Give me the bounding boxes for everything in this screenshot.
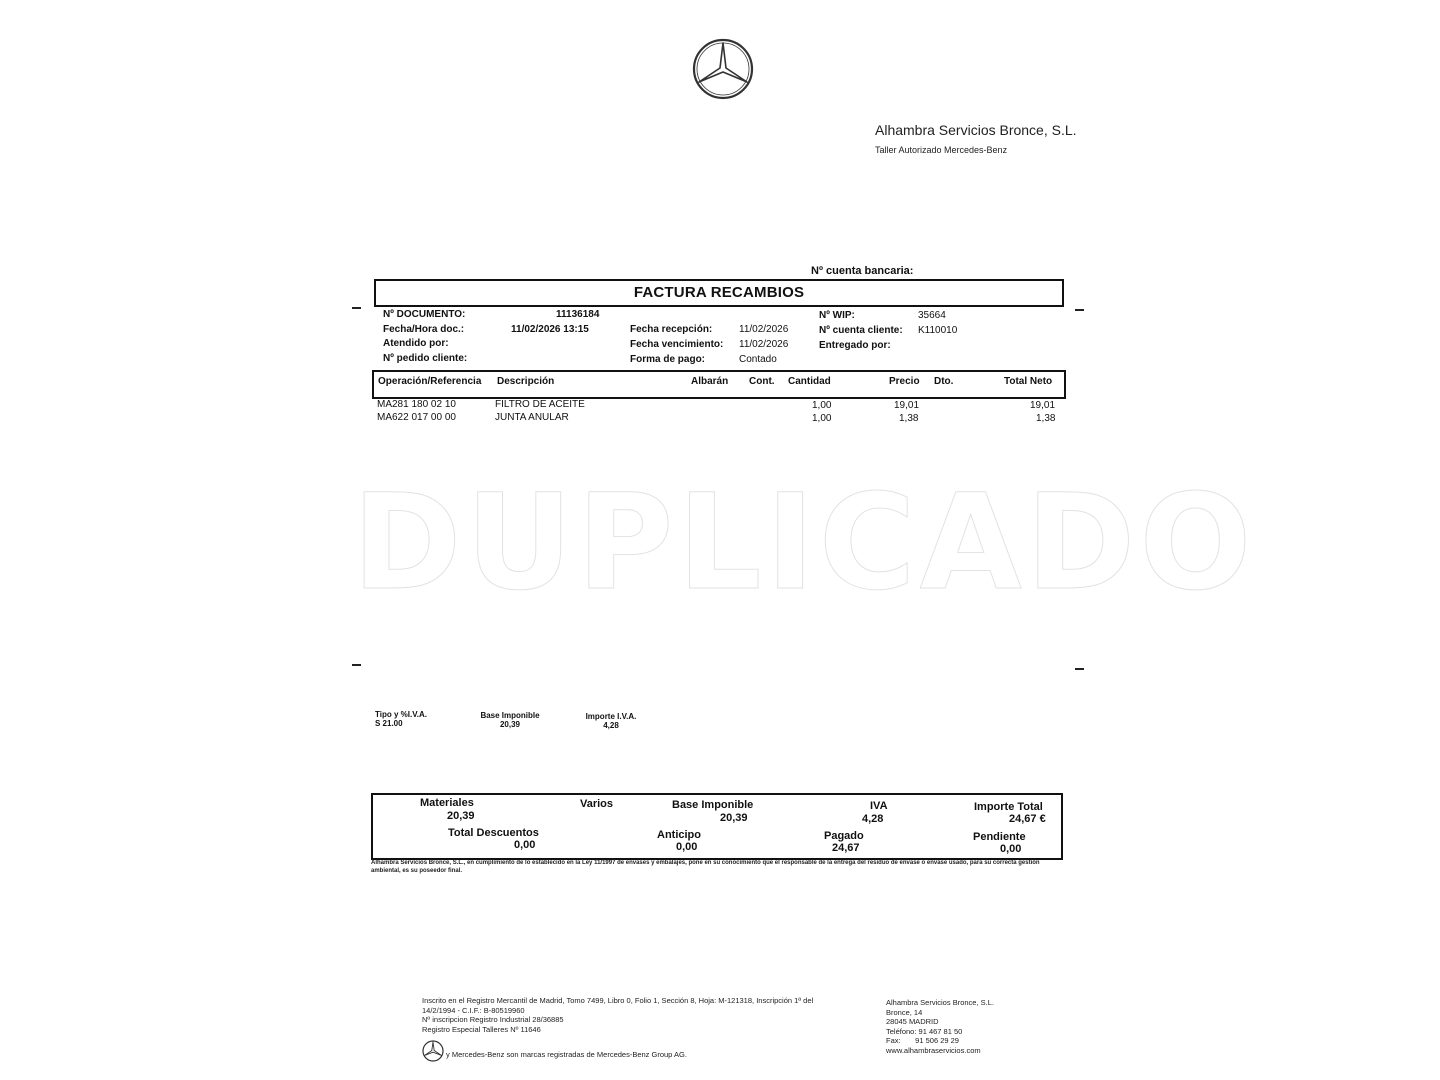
due-label: Fecha vencimiento: bbox=[630, 339, 724, 350]
materials-value: 20,39 bbox=[447, 810, 475, 822]
paid-value: 24,67 bbox=[832, 842, 860, 854]
doc-number-label: Nº DOCUMENTO: bbox=[383, 309, 466, 320]
advance-label: Anticipo bbox=[657, 829, 701, 841]
tax-amount-value: 4,28 bbox=[603, 721, 619, 730]
col-albaran: Albarán bbox=[691, 376, 729, 387]
base-value: 20,39 bbox=[720, 812, 748, 824]
row1-price: 19,01 bbox=[894, 400, 920, 411]
iva-value: 4,28 bbox=[862, 813, 884, 825]
row1-total: 19,01 bbox=[1030, 400, 1056, 411]
duplicate-watermark: DUPLICADO bbox=[352, 466, 1256, 620]
payment-label: Forma de pago: bbox=[630, 354, 706, 365]
row1-ref: MA281 180 02 10 bbox=[377, 399, 456, 410]
payment-value: Contado bbox=[739, 354, 777, 365]
row2-ref: MA622 017 00 00 bbox=[377, 412, 456, 423]
col-cont: Cont. bbox=[749, 376, 775, 387]
col-ref: Operación/Referencia bbox=[378, 376, 482, 387]
address-city: 28045 MADRID bbox=[886, 1017, 939, 1026]
discounts-label: Total Descuentos bbox=[448, 827, 539, 839]
various-label: Varios bbox=[580, 798, 614, 810]
paid-label: Pagado bbox=[824, 830, 864, 842]
margin-mark bbox=[1075, 309, 1084, 311]
base-label: Base Imponible bbox=[672, 799, 754, 811]
mercedes-star-logo-icon bbox=[692, 38, 754, 100]
row2-total: 1,38 bbox=[1036, 413, 1056, 424]
margin-mark bbox=[352, 664, 361, 666]
address-fax: Fax: 91 506 29 29 bbox=[886, 1036, 959, 1045]
col-price: Precio bbox=[889, 376, 920, 387]
row2-desc: JUNTA ANULAR bbox=[495, 412, 569, 423]
company-name: Alhambra Servicios Bronce, S.L. bbox=[875, 122, 1077, 138]
address-street: Bronce, 14 bbox=[886, 1007, 923, 1017]
doc-number-row bbox=[383, 308, 465, 322]
address-web[interactable]: www.alhambraservicios.com bbox=[886, 1045, 981, 1055]
row2-qty: 1,00 bbox=[812, 413, 832, 424]
total-label: Importe Total bbox=[974, 801, 1043, 813]
registry-info bbox=[422, 996, 852, 1034]
address-name: Alhambra Servicios Bronce, S.L. bbox=[886, 998, 994, 1007]
registry-line-3: Nº inscripcion Registro Industrial 28/36885 bbox=[422, 1015, 564, 1024]
tax-amount-label: Importe I.V.A. bbox=[585, 712, 637, 721]
pending-label: Pendiente bbox=[973, 831, 1026, 843]
tax-type-label: Tipo y %I.V.A. bbox=[375, 710, 428, 719]
doc-number-value: 11136184 bbox=[556, 309, 600, 320]
col-disc: Dto. bbox=[934, 376, 954, 387]
row1-desc: FILTRO DE ACEITE bbox=[495, 399, 585, 410]
address-phone: Teléfono: 91 467 81 50 bbox=[886, 1026, 963, 1036]
attended-label: Atendido por: bbox=[383, 338, 449, 349]
iva-label: IVA bbox=[870, 800, 888, 812]
tax-base-value: 20,39 bbox=[499, 720, 521, 729]
reception-value: 11/02/2026 bbox=[739, 324, 789, 335]
margin-mark bbox=[1075, 668, 1084, 670]
row1-qty: 1,00 bbox=[812, 400, 832, 411]
pending-value: 0,00 bbox=[1000, 843, 1022, 855]
materials-label: Materiales bbox=[420, 797, 474, 809]
total-value: 24,67 € bbox=[1009, 813, 1046, 825]
margin-mark bbox=[352, 307, 361, 309]
due-value: 11/02/2026 bbox=[739, 339, 789, 350]
tax-base-block bbox=[479, 711, 541, 729]
col-qty: Cantidad bbox=[788, 376, 831, 387]
delivered-label: Entregado por: bbox=[819, 340, 891, 351]
tax-type-value: S 21.00 bbox=[375, 719, 403, 728]
bank-account-label: Nº cuenta bancaria: bbox=[811, 265, 914, 277]
client-value: K110010 bbox=[918, 325, 958, 336]
company-subtitle: Taller Autorizado Mercedes-Benz bbox=[875, 145, 1008, 155]
client-label: Nº cuenta cliente: bbox=[819, 325, 903, 336]
wip-value: 35664 bbox=[918, 310, 946, 321]
brand-note: y Mercedes-Benz son marcas registradas de Mercedes-Benz Group AG. bbox=[446, 1050, 687, 1059]
order-label: Nº pedido cliente: bbox=[383, 353, 468, 364]
document-title: FACTURA RECAMBIOS bbox=[374, 279, 1064, 307]
date-label: Fecha/Hora doc.: bbox=[383, 324, 465, 335]
company-address bbox=[886, 998, 994, 1055]
col-total: Total Neto bbox=[1004, 376, 1053, 387]
discounts-value: 0,00 bbox=[514, 839, 536, 851]
legal-note: Alhambra Servicios Bronce, S.L., en cumplimiento de lo establecido en la Ley 11/1997 de envases y embalajes, pone en su conocimiento que el responsable de la entrega del residuo de envase o envase usado, para su correcta gestión ambiental, es su poseedor final. bbox=[371, 860, 1040, 874]
tax-base-label: Base Imponible bbox=[480, 711, 540, 720]
reception-label: Fecha recepción: bbox=[630, 324, 713, 335]
col-desc: Descripción bbox=[497, 376, 555, 387]
row2-price: 1,38 bbox=[899, 413, 919, 424]
tax-type-block bbox=[375, 710, 427, 728]
date-value: 11/02/2026 13:15 bbox=[511, 324, 589, 335]
advance-value: 0,00 bbox=[676, 841, 698, 853]
registry-line-4: Registro Especial Talleres Nº 11646 bbox=[422, 1024, 541, 1034]
mercedes-star-small-icon bbox=[422, 1040, 444, 1062]
registry-line-2: 14/2/1994 - C.I.F.: B-80519960 bbox=[422, 1005, 525, 1015]
registry-line-1: Inscrito en el Registro Mercantil de Madrid, Tomo 7499, Libro 0, Folio 1, Sección 8, Hoja: M-121318, Inscripción 1ª del bbox=[422, 996, 814, 1005]
wip-label: Nº WIP: bbox=[819, 310, 855, 321]
tax-amount-block bbox=[582, 712, 640, 730]
